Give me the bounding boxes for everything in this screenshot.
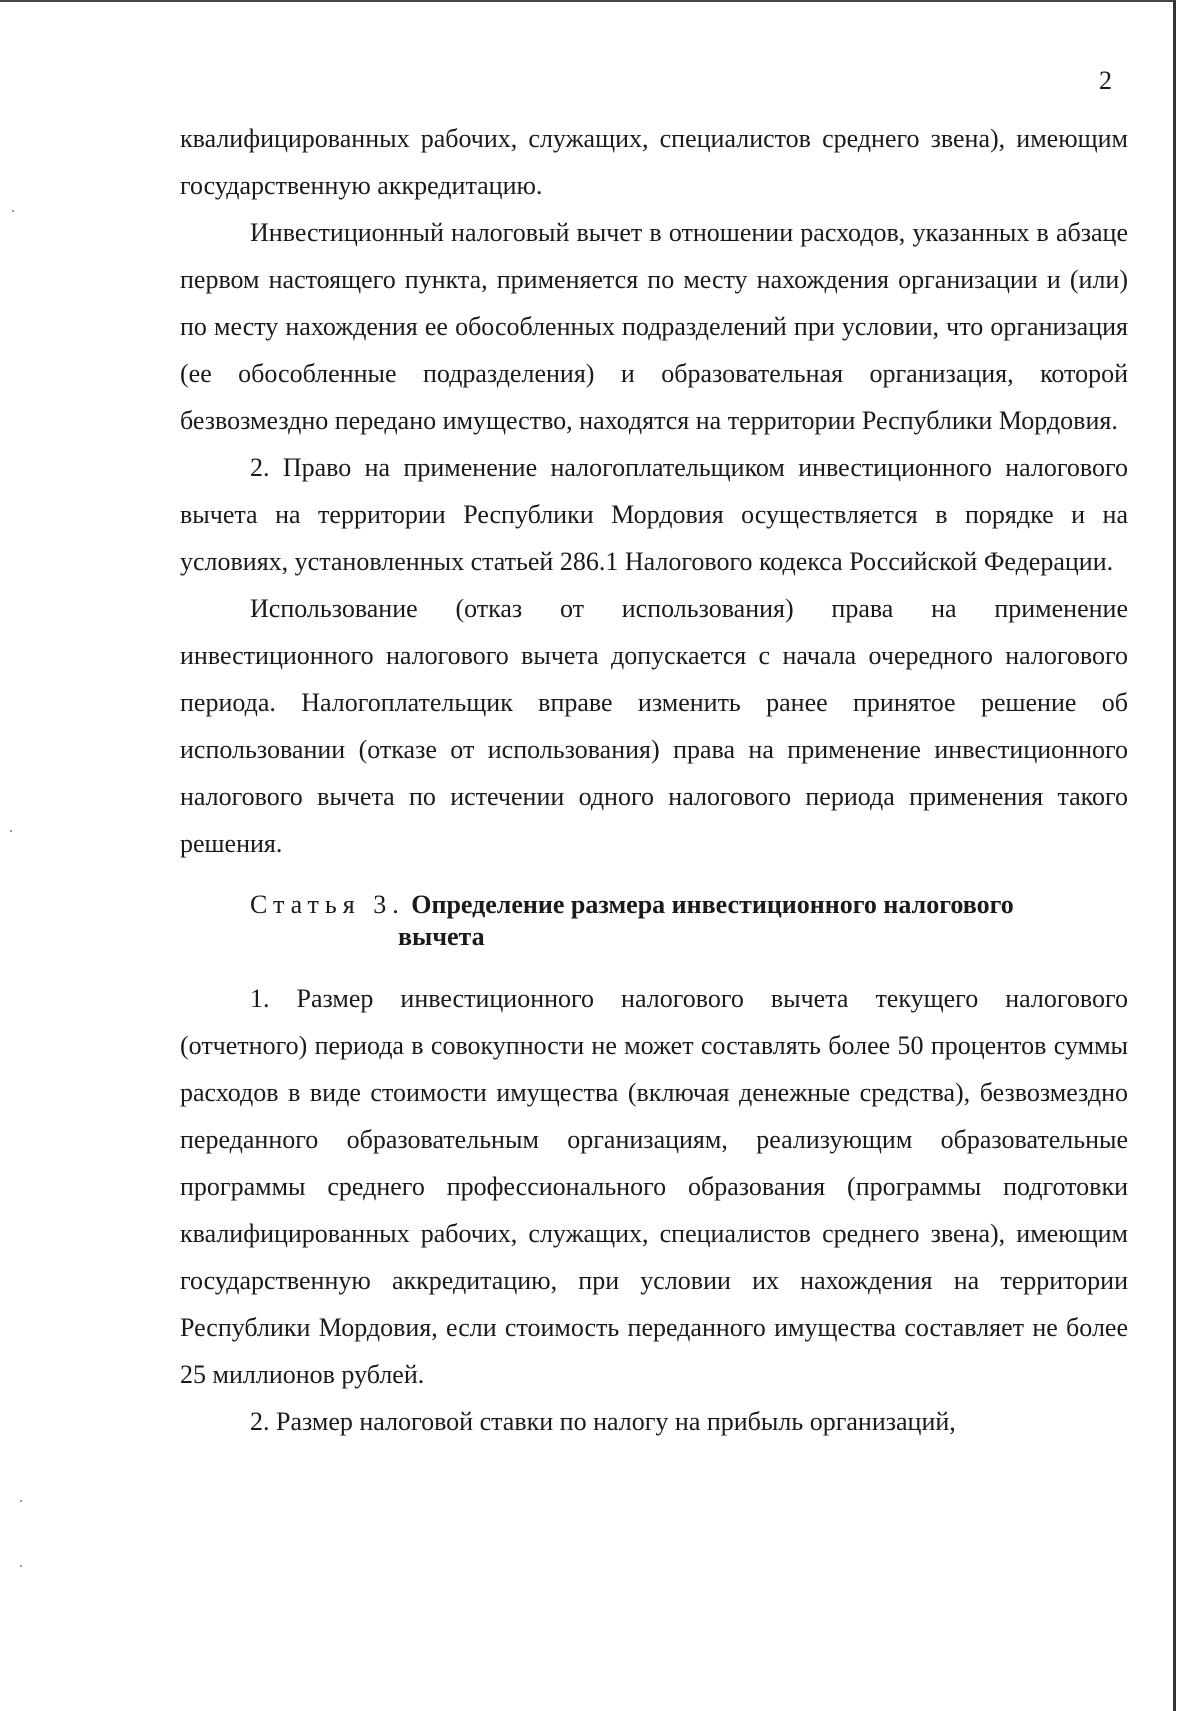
scan-speck: [20, 1500, 22, 1502]
article-title-line2: вычета: [398, 922, 485, 951]
paragraph-deduction-size: 1. Размер инвестиционного налогового вычета текущего налогового (отчетного) периода в совокупности не может составлять более 50 процентов суммы расходов в виде стоимости имущества (включая денежные средства), безвозмездно переданного образовательным организациям, реализующим образовательные программы среднего профессионального образования (программы подготовки квалифицированных рабочих, служащих, специалистов среднего звена), имеющим государственную аккредитацию, при условии их нахождения на территории Республики Мордовия, если стоимость переданного имущества составляет не более 25 миллионов рублей.: [180, 984, 1128, 1389]
paragraph-right-to-apply: 2. Право на применение налогоплательщиком инвестиционного налогового вычета на территории Республики Мордовия осуществляется в порядке и на условиях, установленных статьей 286.1 Налогового кодекса Российской Федерации.: [180, 453, 1128, 576]
paragraph-tax-rate: 2. Размер налоговой ставки по налогу на прибыль организаций,: [250, 1407, 956, 1436]
paragraph-deduction-location: Инвестиционный налоговый вычет в отношении расходов, указанных в абзаце первом настоящего пункта, применяется по месту нахождения организации и (или) по месту нахождения ее обособленных подразделений при условии, что организация (ее обособленные подразделения) и образовательная организация, которой безвозмездно передано имущество, находятся на территории Республики Мордовия.: [180, 218, 1128, 435]
paragraph-usage-refusal: Использование (отказ от использования) права на применение инвестиционного налогового вычета допускается с начала очередного налогового периода. Налогоплательщик вправе изменить ранее принятое решение об использовании (отказе от использования) права на применение инвестиционного налогового вычета по истечении одного налогового периода применения такого решения.: [180, 594, 1128, 858]
scan-speck: [20, 1565, 22, 1567]
article-heading: [180, 889, 1128, 953]
article-title-line1: Определение размера инвестиционного налогового: [411, 890, 1014, 919]
page-number: 2: [1099, 66, 1112, 95]
scan-speck: [10, 830, 12, 832]
paragraph-continuation: квалифицированных рабочих, служащих, специалистов среднего звена), имеющим государственную аккредитацию.: [180, 124, 1128, 200]
scan-speck: [12, 210, 14, 212]
article-label: Статья 3.: [250, 890, 405, 919]
document-body: [180, 115, 1128, 1445]
